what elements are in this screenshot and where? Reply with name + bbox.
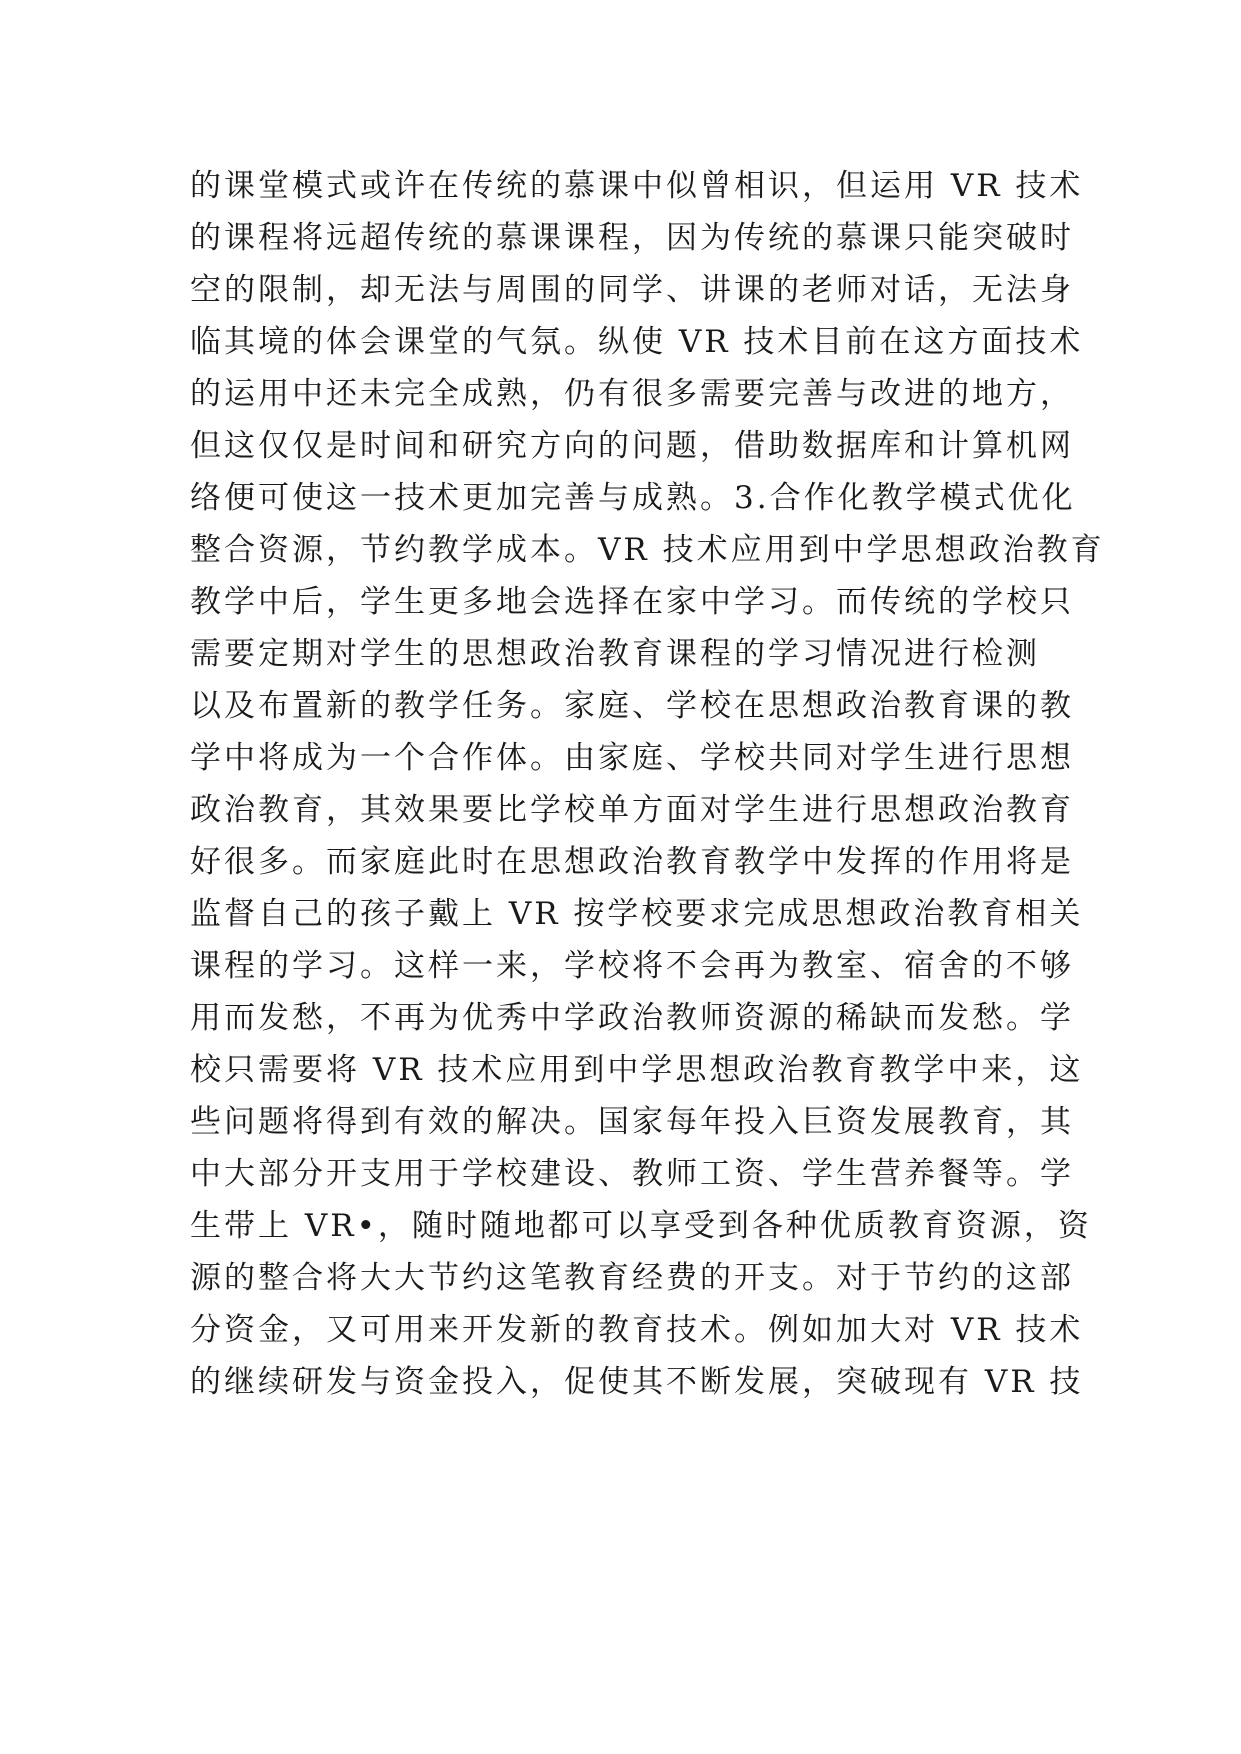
text-line: 些问题将得到有效的解决。国家每年投入巨资发展教育，其: [190, 1104, 1074, 1140]
text-line: 中大部分开支用于学校建设、教师工资、学生营养餐等。学: [190, 1156, 1074, 1192]
text-line: 的课程将远超传统的慕课课程，因为传统的慕课只能突破时: [190, 220, 1074, 256]
text-line: 源的整合将大大节约这笔教育经费的开支。对于节约的这部: [190, 1260, 1074, 1296]
text-line: 分资金，又可用来开发新的教育技术。例如加大对 VR 技术: [190, 1312, 1084, 1348]
text-line: 整合资源，节约教学成本。VR 技术应用到中学思想政治教育: [190, 532, 1105, 568]
text-line: 络便可使这一技术更加完善与成熟。3.合作化教学模式优化: [190, 480, 1076, 516]
text-line: 以及布置新的教学任务。家庭、学校在思想政治教育课的教: [190, 688, 1074, 724]
body-text: [190, 160, 1105, 1408]
text-line: 但这仅仅是时间和研究方向的问题，借助数据库和计算机网: [190, 428, 1074, 464]
text-line: 校只需要将 VR 技术应用到中学思想政治教育教学中来，这: [190, 1052, 1084, 1088]
text-line: 用而发愁，不再为优秀中学政治教师资源的稀缺而发愁。学: [190, 1000, 1074, 1036]
text-line: 政治教育，其效果要比学校单方面对学生进行思想政治教育: [190, 792, 1074, 828]
text-line: 的课堂模式或许在传统的慕课中似曾相识，但运用 VR 技术: [190, 168, 1084, 204]
text-line: 课程的学习。这样一来，学校将不会再为教室、宿舍的不够: [190, 948, 1074, 984]
text-line: 空的限制，却无法与周围的同学、讲课的老师对话，无法身: [190, 272, 1074, 308]
text-line: 需要定期对学生的思想政治教育课程的学习情况进行检测: [190, 636, 1040, 672]
text-line: 好很多。而家庭此时在思想政治教育教学中发挥的作用将是: [190, 844, 1074, 880]
text-line: 学中将成为一个合作体。由家庭、学校共同对学生进行思想: [190, 740, 1074, 776]
text-line: 监督自己的孩子戴上 VR 按学校要求完成思想政治教育相关: [190, 896, 1084, 932]
text-line: 教学中后，学生更多地会选择在家中学习。而传统的学校只: [190, 584, 1074, 620]
text-line: 生带上 VR•，随时随地都可以享受到各种优质教育资源，资: [190, 1208, 1092, 1244]
text-line: 的继续研发与资金投入，促使其不断发展，突破现有 VR 技: [190, 1364, 1084, 1400]
text-line: 的运用中还未完全成熟，仍有很多需要完善与改进的地方，: [190, 376, 1074, 412]
text-line: 临其境的体会课堂的气氛。纵使 VR 技术目前在这方面技术: [190, 324, 1084, 360]
